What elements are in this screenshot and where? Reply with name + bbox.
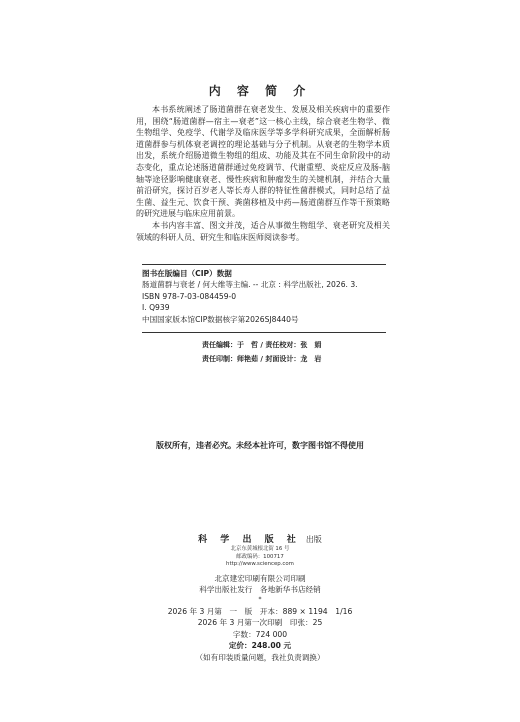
cip-classification: Ⅰ. Q939 — [142, 303, 170, 313]
cip-bottom-rule — [142, 332, 386, 333]
intro-body — [136, 104, 390, 243]
cip-heading: 图书在版编目（CIP）数据 — [142, 269, 232, 278]
cip-isbn: ISBN 978-7-03-084459-0 — [142, 291, 237, 301]
cip-block — [142, 268, 386, 325]
intro-paragraph-1: 本书系统阐述了肠道菌群在衰老发生、发展及相关疾病中的重要作用，围绕“肠道菌群—宿主—衰老”这一核心主线，综合衰老生物学、微生物组学、免疫学、代谢学及临床医学等多学科研究成果，全面解析肠道菌群参与机体衰老调控的理论基础与分子机制。从衰老的生物学本质出发，系统介绍肠道微生物组的组成、功能及其在不同生命阶段中的动态变化，重点论述肠道菌群通过免疫调节、代谢重塑、炎症反应及肠-脑轴等途径影响健康衰老、慢性疾病和肿瘤发生的关键机制，并结合大量前沿研究，探讨百岁老人等长寿人群的特征性菌群模式，同时总结了益生菌、益生元、饮食干预、粪菌移植及中药—肠道菌群互作等干预策略的研究进展与临床应用前景。 — [136, 105, 390, 219]
quality-note: （如有印装质量问题，我社负责调换） — [195, 652, 325, 662]
intro-paragraph-2: 本书内容丰富、图文并茂，适合从事微生物组学、衰老研究及相关领域的科研人员、研究生和临床医师阅读参考。 — [136, 220, 390, 242]
copyright-notice: 版权所有，违者必究。未经本社许可，数字图书馆不得使用 — [156, 441, 364, 450]
cip-record-number: 中国国家版本馆CIP数据核字第2026SJ8440号 — [142, 314, 299, 324]
separator-star: * — [258, 595, 262, 603]
intro-title: 内 容 简 介 — [208, 84, 312, 98]
publisher-website: http://www.sciencep.com — [226, 561, 294, 568]
cip-top-rule — [142, 264, 386, 265]
edition-line: 2026 年 3 月第 一 版 开本：889 × 1194 1/16 — [167, 606, 353, 616]
credits-printing-cover: 责任印制：师艳茹 / 封面设计：龙 岩 — [202, 355, 322, 363]
distribution-line: 科学出版社发行 各地新华书店经销 — [199, 585, 321, 595]
publisher-address: 北京东黄城根北街 16 号 — [230, 546, 290, 552]
price: 定价：248.00 元 — [228, 641, 292, 651]
word-count: 字数：724 000 — [232, 629, 288, 639]
printing-line: 2026 年 3 月第一次印刷 印张：25 — [197, 618, 323, 628]
publisher-name: 科 学 出 版 社 — [198, 535, 301, 545]
publisher-postcode: 邮政编码：100717 — [236, 553, 284, 560]
printer-line: 北京建宏印刷有限公司印刷 — [214, 573, 306, 583]
publisher-name-suffix: 出版 — [305, 535, 322, 544]
publisher-block — [0, 527, 520, 663]
cip-title-line: 肠道菌群与衰老 / 何大维等主编. -- 北京 : 科学出版社, 2026. 3. — [142, 280, 358, 290]
credits-editor-proofreader: 责任编辑：于 哲 / 责任校对：张 娟 — [202, 341, 322, 349]
